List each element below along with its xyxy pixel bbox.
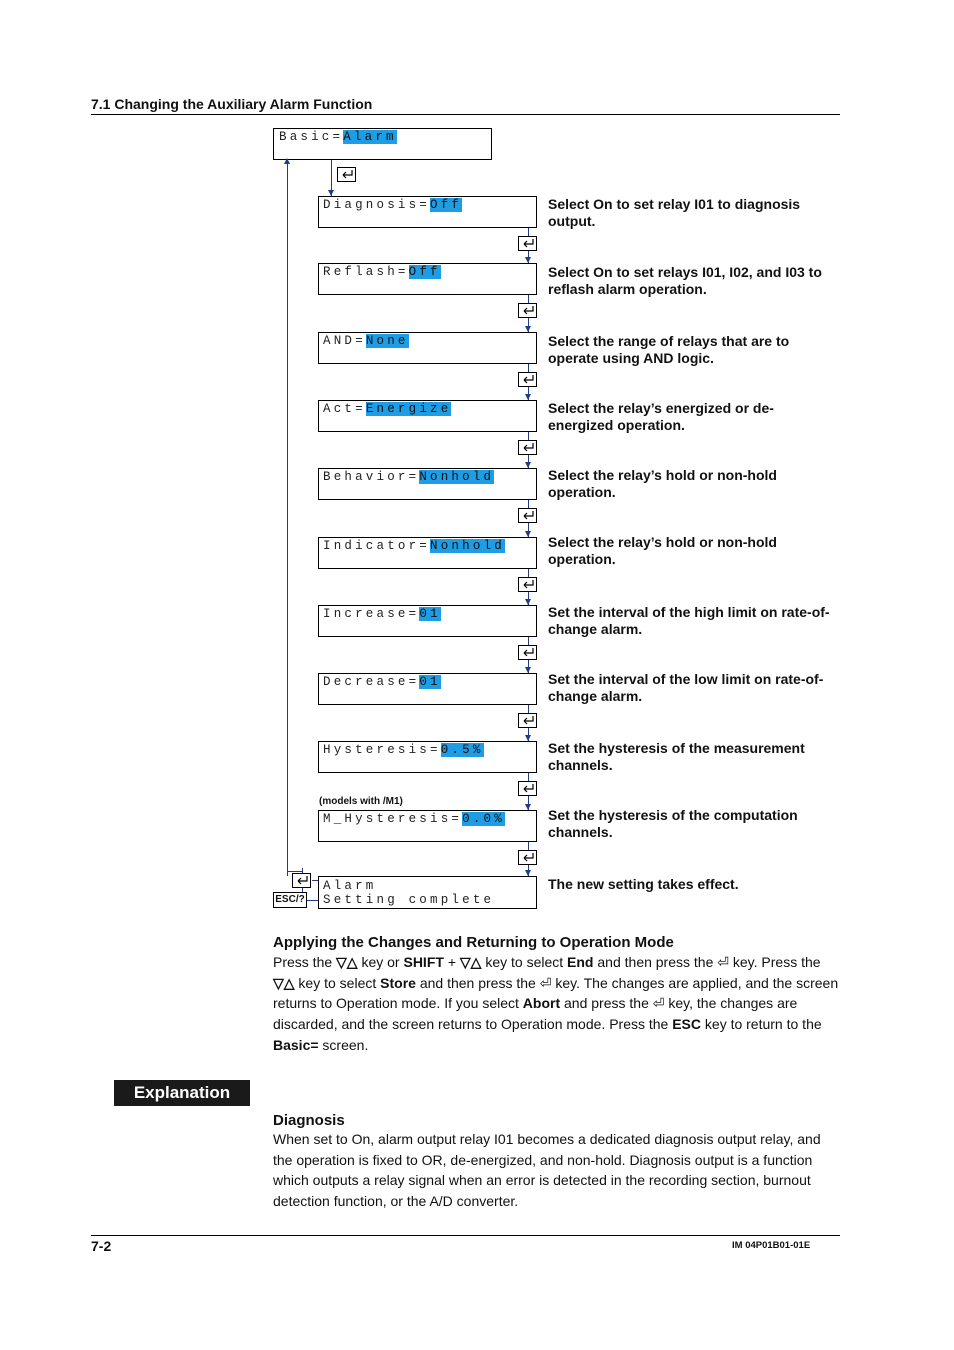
esc-key-icon: ESC/? [273, 892, 307, 908]
enter-key-icon [518, 713, 537, 728]
setting-screen [318, 605, 537, 637]
enter-key-icon: ⏎ [717, 954, 729, 970]
doc-id: IM 04P01B01-01E [732, 1240, 811, 1251]
setting-screen [318, 400, 537, 432]
key-name: End [567, 954, 594, 970]
up-down-key-icon: ▽△ [273, 974, 295, 991]
body-text: and then press the [593, 954, 718, 970]
enter-key-icon: ⏎ [539, 974, 552, 991]
body-text: and then press the [415, 974, 540, 991]
setting-label: Increase= [323, 607, 420, 621]
return-line-inner-h [287, 871, 303, 872]
setting-value: Energize [365, 402, 452, 416]
basic-label: Basic= [279, 130, 344, 144]
setting-description: Set the hysteresis of the measurement channels. [548, 740, 805, 773]
setting-label: Diagnosis= [323, 198, 431, 212]
key-name: Basic= [273, 1036, 319, 1053]
final-line1: Alarm [323, 879, 377, 893]
enter-key-icon [292, 873, 311, 888]
key-name: ESC [672, 1016, 702, 1033]
setting-value: 01 [419, 675, 441, 689]
setting-description: Select the range of relays that are to operate using AND logic. [548, 333, 790, 366]
key-name: SHIFT [403, 954, 444, 970]
setting-label: Decrease= [323, 675, 420, 689]
setting-description: Set the interval of the low limit on rate-of-change alarm. [548, 671, 824, 704]
enter-key-icon [518, 440, 537, 455]
diagnosis-body: When set to On, alarm output relay I01 becomes a dedicated diagnosis output relay, and the operation is fixed to OR, de-energized, and non-hold. Diagnosis output is a function which outputs a relay signal when an error is detected in the recording section, burnout detection function, or the A/D converter. [273, 1131, 821, 1210]
enter-key-icon [518, 577, 537, 592]
setting-value: Off [430, 198, 463, 212]
header-rule [91, 114, 840, 115]
setting-screen [318, 537, 537, 569]
enter-key-icon: ⏎ [652, 995, 665, 1012]
setting-description: Set the hysteresis of the computation channels. [548, 807, 798, 840]
footer-rule [91, 1235, 840, 1236]
explanation-label: Explanation [114, 1080, 250, 1106]
setting-value: Nonhold [430, 539, 505, 553]
return-line-outer [287, 160, 288, 876]
setting-screen [318, 263, 537, 295]
setting-description: Select On to set relays I01, I02, and I03 to reflash alarm operation. [548, 264, 822, 297]
setting-description: Select the relay’s hold or non-hold operation. [548, 534, 777, 567]
models-note: (models with /M1) [319, 796, 403, 807]
setting-value: 0.0% [462, 812, 505, 826]
section-header: 7.1 Changing the Auxiliary Alarm Function [91, 96, 373, 112]
setting-value: None [365, 334, 409, 348]
setting-label: Hysteresis= [323, 743, 441, 757]
up-down-key-icon: ▽△ [459, 954, 482, 970]
body-text: screen. [318, 1036, 369, 1053]
body-text: key. The changes are applied, and the screen returns to Operation mode. If you select [273, 974, 839, 1012]
applying-body [273, 952, 843, 1056]
basic-value: Alarm [343, 130, 397, 144]
basic-alarm-screen [273, 128, 492, 160]
esc-connector [307, 900, 318, 901]
key-name: Store [380, 974, 416, 991]
setting-label: AND= [323, 334, 366, 348]
setting-screen [318, 673, 537, 705]
page-number: 7-2 [91, 1238, 112, 1254]
setting-label: Behavior= [323, 470, 420, 484]
setting-description: Select On to set relay I01 to diagnosis output. [548, 196, 801, 229]
enter-key-icon [518, 508, 537, 523]
enter-key-icon [518, 850, 537, 865]
enter-key-icon [337, 167, 356, 182]
connector-top-arrow [328, 190, 334, 196]
setting-screen [318, 332, 537, 364]
setting-value: Nonhold [419, 470, 495, 484]
applying-title: Applying the Changes and Returning to Operation Mode [273, 934, 674, 951]
setting-screen [318, 810, 537, 842]
final-description: The new setting takes effect. [548, 876, 739, 892]
setting-label: Indicator= [323, 539, 431, 553]
body-text: key. Press the [729, 954, 821, 970]
setting-label: Act= [323, 402, 366, 416]
setting-screen [318, 741, 537, 773]
body-text: and press the [560, 995, 653, 1012]
enter-key-icon [518, 372, 537, 387]
diagnosis-title: Diagnosis [273, 1112, 345, 1129]
up-down-key-icon: ▽△ [336, 954, 358, 970]
body-text: key to select [481, 954, 568, 970]
return-arrow-outer [284, 158, 290, 164]
body-text: key, the changes are discarded, and the screen returns to Operation mode. Press the [273, 995, 798, 1033]
body-text: Press the [273, 954, 337, 970]
setting-value: 0.5% [440, 743, 484, 757]
enter-key-icon [518, 781, 537, 796]
enter-key-icon [518, 303, 537, 318]
setting-description: Select the relay’s hold or non-hold operation. [548, 467, 777, 500]
body-text: key to select [294, 974, 381, 991]
setting-value: 01 [419, 607, 441, 621]
setting-label: M_Hysteresis= [323, 812, 463, 826]
setting-description: Set the interval of the high limit on rate-of-change alarm. [548, 604, 830, 637]
setting-label: Reflash= [323, 265, 409, 279]
body-text: key or [357, 954, 404, 970]
setting-screen [318, 196, 537, 228]
body-text: + [443, 954, 460, 970]
setting-screen [318, 468, 537, 500]
setting-value: Off [408, 265, 441, 279]
enter-key-icon [518, 236, 537, 251]
key-name: Abort [522, 995, 561, 1012]
body-text: key to return to the [701, 1016, 822, 1033]
enter-key-icon [518, 645, 537, 660]
setting-description: Select the relay’s energized or de-energized operation. [548, 400, 774, 433]
setting-complete-screen [318, 876, 537, 909]
final-line2: Setting complete [323, 893, 495, 907]
enter-connector-h [312, 880, 318, 881]
